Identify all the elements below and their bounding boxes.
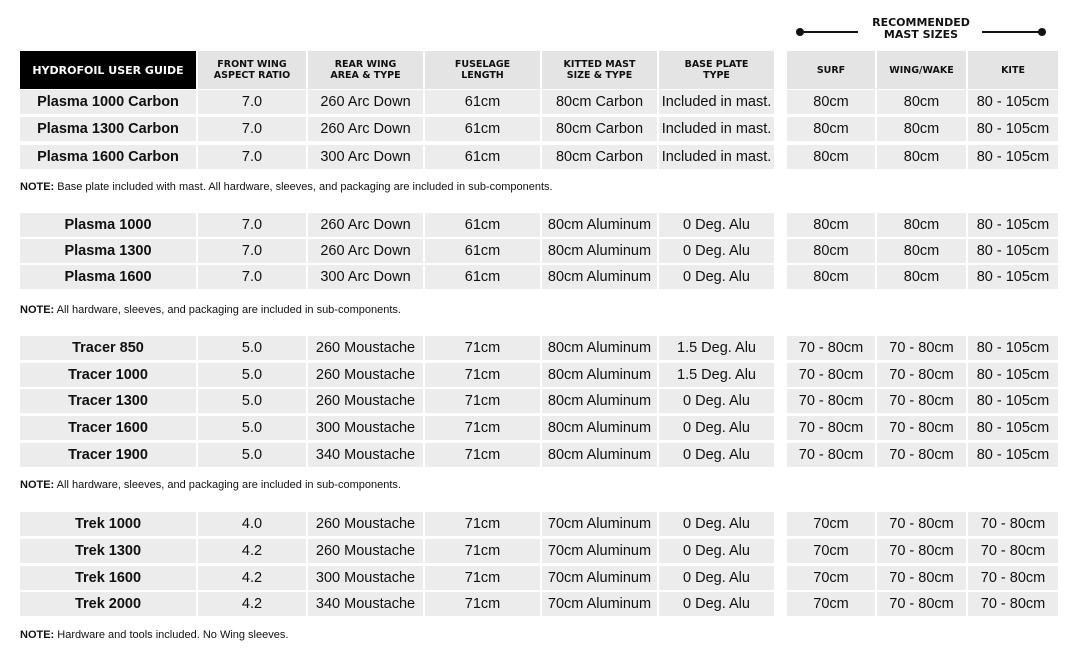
- kitted-mast-cell: 80cm Aluminum: [542, 213, 657, 237]
- table-row: [20, 90, 1062, 114]
- column-gap: [776, 416, 787, 440]
- header-fuselage: FUSELAGE LENGTH: [425, 51, 540, 89]
- kitted-mast-cell: 80cm Aluminum: [542, 239, 657, 263]
- front-wing-ratio-cell: 7.0: [198, 265, 306, 289]
- base-plate-cell: 0 Deg. Alu: [659, 389, 774, 413]
- model-name-cell: Tracer 1000: [20, 363, 196, 387]
- table-row: [20, 512, 1062, 536]
- note-text: All hardware, sleeves, and packaging are included in sub-components.: [54, 304, 401, 316]
- rear-wing-cell: 260 Arc Down: [308, 213, 423, 237]
- rear-wing-cell: 260 Moustache: [308, 389, 423, 413]
- table-row: [20, 213, 1062, 237]
- fuselage-length-cell: 71cm: [425, 416, 540, 440]
- wing-wake-mast-cell: 70 - 80cm: [877, 416, 966, 440]
- table-row: [20, 145, 1062, 169]
- column-gap: [776, 512, 787, 536]
- header-base-plate: BASE PLATE TYPE: [659, 51, 774, 89]
- base-plate-cell: 0 Deg. Alu: [659, 592, 774, 616]
- rear-wing-cell: 300 Arc Down: [308, 265, 423, 289]
- model-name-cell: Trek 1000: [20, 512, 196, 536]
- front-wing-ratio-cell: 5.0: [198, 416, 306, 440]
- wing-wake-mast-cell: 70 - 80cm: [877, 592, 966, 616]
- kitted-mast-cell: 80cm Carbon: [542, 145, 657, 169]
- rear-wing-cell: 260 Arc Down: [308, 90, 423, 114]
- model-name-cell: Trek 1300: [20, 539, 196, 563]
- model-name-cell: Tracer 1300: [20, 389, 196, 413]
- model-name-cell: Trek 2000: [20, 592, 196, 616]
- fuselage-length-cell: 61cm: [425, 265, 540, 289]
- surf-mast-cell: 70 - 80cm: [787, 443, 875, 467]
- model-name-cell: Tracer 1900: [20, 443, 196, 467]
- front-wing-ratio-cell: 7.0: [198, 239, 306, 263]
- base-plate-cell: 1.5 Deg. Alu: [659, 363, 774, 387]
- column-gap: [776, 90, 787, 114]
- wing-wake-mast-cell: 70 - 80cm: [877, 363, 966, 387]
- fuselage-length-cell: 71cm: [425, 443, 540, 467]
- table-row: [20, 239, 1062, 263]
- column-gap: [776, 539, 787, 563]
- surf-mast-cell: 80cm: [787, 90, 875, 114]
- front-wing-ratio-cell: 7.0: [198, 213, 306, 237]
- kitted-mast-cell: 70cm Aluminum: [542, 539, 657, 563]
- table-row: [20, 566, 1062, 590]
- wing-wake-mast-cell: 80cm: [877, 117, 966, 141]
- column-gap: [776, 117, 787, 141]
- rear-wing-cell: 300 Moustache: [308, 416, 423, 440]
- model-name-cell: Tracer 850: [20, 336, 196, 360]
- recommended-label-line-1: RECOMMENDED: [872, 16, 970, 29]
- surf-mast-cell: 80cm: [787, 145, 875, 169]
- base-plate-cell: 0 Deg. Alu: [659, 539, 774, 563]
- rear-wing-cell: 260 Arc Down: [308, 239, 423, 263]
- kitted-mast-cell: 80cm Aluminum: [542, 363, 657, 387]
- front-wing-ratio-cell: 5.0: [198, 443, 306, 467]
- divider-line: [800, 31, 858, 33]
- table-row: [20, 117, 1062, 141]
- wing-wake-mast-cell: 80cm: [877, 239, 966, 263]
- kite-mast-cell: 80 - 105cm: [968, 265, 1058, 289]
- surf-mast-cell: 70 - 80cm: [787, 416, 875, 440]
- kite-mast-cell: 70 - 80cm: [968, 512, 1058, 536]
- wing-wake-mast-cell: 70 - 80cm: [877, 389, 966, 413]
- front-wing-ratio-cell: 5.0: [198, 363, 306, 387]
- wing-wake-mast-cell: 70 - 80cm: [877, 566, 966, 590]
- header-kite: KITE: [968, 51, 1058, 89]
- kite-mast-cell: 80 - 105cm: [968, 213, 1058, 237]
- wing-wake-mast-cell: 70 - 80cm: [877, 443, 966, 467]
- divider-line: [982, 31, 1040, 33]
- surf-mast-cell: 80cm: [787, 265, 875, 289]
- group-note: [20, 479, 401, 491]
- front-wing-ratio-cell: 7.0: [198, 145, 306, 169]
- table-row: [20, 443, 1062, 467]
- surf-mast-cell: 80cm: [787, 117, 875, 141]
- table-header: [20, 51, 1062, 89]
- base-plate-cell: 0 Deg. Alu: [659, 265, 774, 289]
- recommended-mast-sizes-label: [860, 17, 982, 41]
- fuselage-length-cell: 71cm: [425, 539, 540, 563]
- bullet-dot-icon: [1038, 28, 1046, 36]
- model-name-cell: Tracer 1600: [20, 416, 196, 440]
- base-plate-cell: 0 Deg. Alu: [659, 512, 774, 536]
- header-kitted-mast: KITTED MAST SIZE & TYPE: [542, 51, 657, 89]
- base-plate-cell: 1.5 Deg. Alu: [659, 336, 774, 360]
- fuselage-length-cell: 61cm: [425, 239, 540, 263]
- model-name-cell: Trek 1600: [20, 566, 196, 590]
- kite-mast-cell: 80 - 105cm: [968, 389, 1058, 413]
- header-title: HYDROFOIL USER GUIDE: [20, 51, 196, 89]
- rear-wing-cell: 260 Arc Down: [308, 117, 423, 141]
- recommended-label-line-2: MAST SIZES: [883, 28, 959, 41]
- column-gap: [776, 51, 787, 89]
- wing-wake-mast-cell: 80cm: [877, 265, 966, 289]
- front-wing-ratio-cell: 4.2: [198, 566, 306, 590]
- rear-wing-cell: 340 Moustache: [308, 443, 423, 467]
- front-wing-ratio-cell: 4.2: [198, 539, 306, 563]
- kitted-mast-cell: 70cm Aluminum: [542, 592, 657, 616]
- front-wing-ratio-cell: 5.0: [198, 336, 306, 360]
- note-label: NOTE:: [20, 629, 55, 641]
- model-name-cell: Plasma 1000 Carbon: [20, 90, 196, 114]
- kite-mast-cell: 80 - 105cm: [968, 336, 1058, 360]
- surf-mast-cell: 70 - 80cm: [787, 363, 875, 387]
- column-gap: [776, 239, 787, 263]
- table-row: [20, 265, 1062, 289]
- wing-wake-mast-cell: 70 - 80cm: [877, 336, 966, 360]
- column-gap: [776, 213, 787, 237]
- header-wing-wake: WING/WAKE: [877, 51, 966, 89]
- front-wing-ratio-cell: 7.0: [198, 90, 306, 114]
- base-plate-cell: 0 Deg. Alu: [659, 239, 774, 263]
- kite-mast-cell: 80 - 105cm: [968, 90, 1058, 114]
- column-gap: [776, 443, 787, 467]
- column-gap: [776, 145, 787, 169]
- kite-mast-cell: 70 - 80cm: [968, 592, 1058, 616]
- base-plate-cell: 0 Deg. Alu: [659, 443, 774, 467]
- rear-wing-cell: 260 Moustache: [308, 363, 423, 387]
- surf-mast-cell: 70 - 80cm: [787, 389, 875, 413]
- column-gap: [776, 363, 787, 387]
- base-plate-cell: Included in mast.: [659, 145, 774, 169]
- kite-mast-cell: 80 - 105cm: [968, 443, 1058, 467]
- kitted-mast-cell: 70cm Aluminum: [542, 566, 657, 590]
- group-note: [20, 629, 288, 641]
- wing-wake-mast-cell: 80cm: [877, 145, 966, 169]
- wing-wake-mast-cell: 80cm: [877, 213, 966, 237]
- note-text: Base plate included with mast. All hardware, sleeves, and packaging are included in sub-components.: [54, 181, 553, 193]
- model-name-cell: Plasma 1300: [20, 239, 196, 263]
- kite-mast-cell: 70 - 80cm: [968, 539, 1058, 563]
- table-row: [20, 592, 1062, 616]
- model-name-cell: Plasma 1300 Carbon: [20, 117, 196, 141]
- surf-mast-cell: 70cm: [787, 512, 875, 536]
- rear-wing-cell: 340 Moustache: [308, 592, 423, 616]
- kite-mast-cell: 80 - 105cm: [968, 117, 1058, 141]
- fuselage-length-cell: 71cm: [425, 363, 540, 387]
- front-wing-ratio-cell: 7.0: [198, 117, 306, 141]
- rear-wing-cell: 260 Moustache: [308, 539, 423, 563]
- column-gap: [776, 336, 787, 360]
- fuselage-length-cell: 71cm: [425, 512, 540, 536]
- column-gap: [776, 566, 787, 590]
- base-plate-cell: Included in mast.: [659, 90, 774, 114]
- front-wing-ratio-cell: 4.2: [198, 592, 306, 616]
- front-wing-ratio-cell: 4.0: [198, 512, 306, 536]
- model-name-cell: Plasma 1000: [20, 213, 196, 237]
- table-row: [20, 363, 1062, 387]
- surf-mast-cell: 70 - 80cm: [787, 336, 875, 360]
- fuselage-length-cell: 61cm: [425, 117, 540, 141]
- kitted-mast-cell: 80cm Aluminum: [542, 443, 657, 467]
- surf-mast-cell: 70cm: [787, 592, 875, 616]
- base-plate-cell: 0 Deg. Alu: [659, 416, 774, 440]
- kite-mast-cell: 80 - 105cm: [968, 239, 1058, 263]
- column-gap: [776, 389, 787, 413]
- wing-wake-mast-cell: 70 - 80cm: [877, 539, 966, 563]
- header-front-wing: FRONT WING ASPECT RATIO: [198, 51, 306, 89]
- kite-mast-cell: 80 - 105cm: [968, 145, 1058, 169]
- table-row: [20, 416, 1062, 440]
- group-note: [20, 304, 401, 316]
- base-plate-cell: 0 Deg. Alu: [659, 213, 774, 237]
- kitted-mast-cell: 80cm Aluminum: [542, 265, 657, 289]
- fuselage-length-cell: 71cm: [425, 336, 540, 360]
- rear-wing-cell: 260 Moustache: [308, 512, 423, 536]
- rear-wing-cell: 260 Moustache: [308, 336, 423, 360]
- surf-mast-cell: 70cm: [787, 566, 875, 590]
- column-gap: [776, 592, 787, 616]
- recommended-mast-sizes-heading: [790, 14, 1052, 48]
- wing-wake-mast-cell: 70 - 80cm: [877, 512, 966, 536]
- model-name-cell: Plasma 1600: [20, 265, 196, 289]
- kitted-mast-cell: 80cm Carbon: [542, 90, 657, 114]
- note-label: NOTE:: [20, 181, 55, 193]
- fuselage-length-cell: 61cm: [425, 145, 540, 169]
- wing-wake-mast-cell: 80cm: [877, 90, 966, 114]
- column-gap: [776, 265, 787, 289]
- rear-wing-cell: 300 Arc Down: [308, 145, 423, 169]
- note-label: NOTE:: [20, 479, 55, 491]
- surf-mast-cell: 80cm: [787, 213, 875, 237]
- group-note: [20, 181, 553, 193]
- rear-wing-cell: 300 Moustache: [308, 566, 423, 590]
- fuselage-length-cell: 71cm: [425, 592, 540, 616]
- table-row: [20, 336, 1062, 360]
- table-row: [20, 389, 1062, 413]
- fuselage-length-cell: 71cm: [425, 566, 540, 590]
- note-text: All hardware, sleeves, and packaging are included in sub-components.: [54, 479, 401, 491]
- fuselage-length-cell: 61cm: [425, 213, 540, 237]
- front-wing-ratio-cell: 5.0: [198, 389, 306, 413]
- model-name-cell: Plasma 1600 Carbon: [20, 145, 196, 169]
- fuselage-length-cell: 61cm: [425, 90, 540, 114]
- kitted-mast-cell: 80cm Aluminum: [542, 416, 657, 440]
- note-label: NOTE:: [20, 304, 55, 316]
- kitted-mast-cell: 80cm Aluminum: [542, 389, 657, 413]
- header-surf: SURF: [787, 51, 875, 89]
- table-row: [20, 539, 1062, 563]
- header-rear-wing: REAR WING AREA & TYPE: [308, 51, 423, 89]
- kitted-mast-cell: 80cm Aluminum: [542, 336, 657, 360]
- base-plate-cell: Included in mast.: [659, 117, 774, 141]
- kitted-mast-cell: 70cm Aluminum: [542, 512, 657, 536]
- base-plate-cell: 0 Deg. Alu: [659, 566, 774, 590]
- kite-mast-cell: 80 - 105cm: [968, 363, 1058, 387]
- fuselage-length-cell: 71cm: [425, 389, 540, 413]
- note-text: Hardware and tools included. No Wing sleeves.: [54, 629, 289, 641]
- kite-mast-cell: 70 - 80cm: [968, 566, 1058, 590]
- surf-mast-cell: 70cm: [787, 539, 875, 563]
- kite-mast-cell: 80 - 105cm: [968, 416, 1058, 440]
- kitted-mast-cell: 80cm Carbon: [542, 117, 657, 141]
- surf-mast-cell: 80cm: [787, 239, 875, 263]
